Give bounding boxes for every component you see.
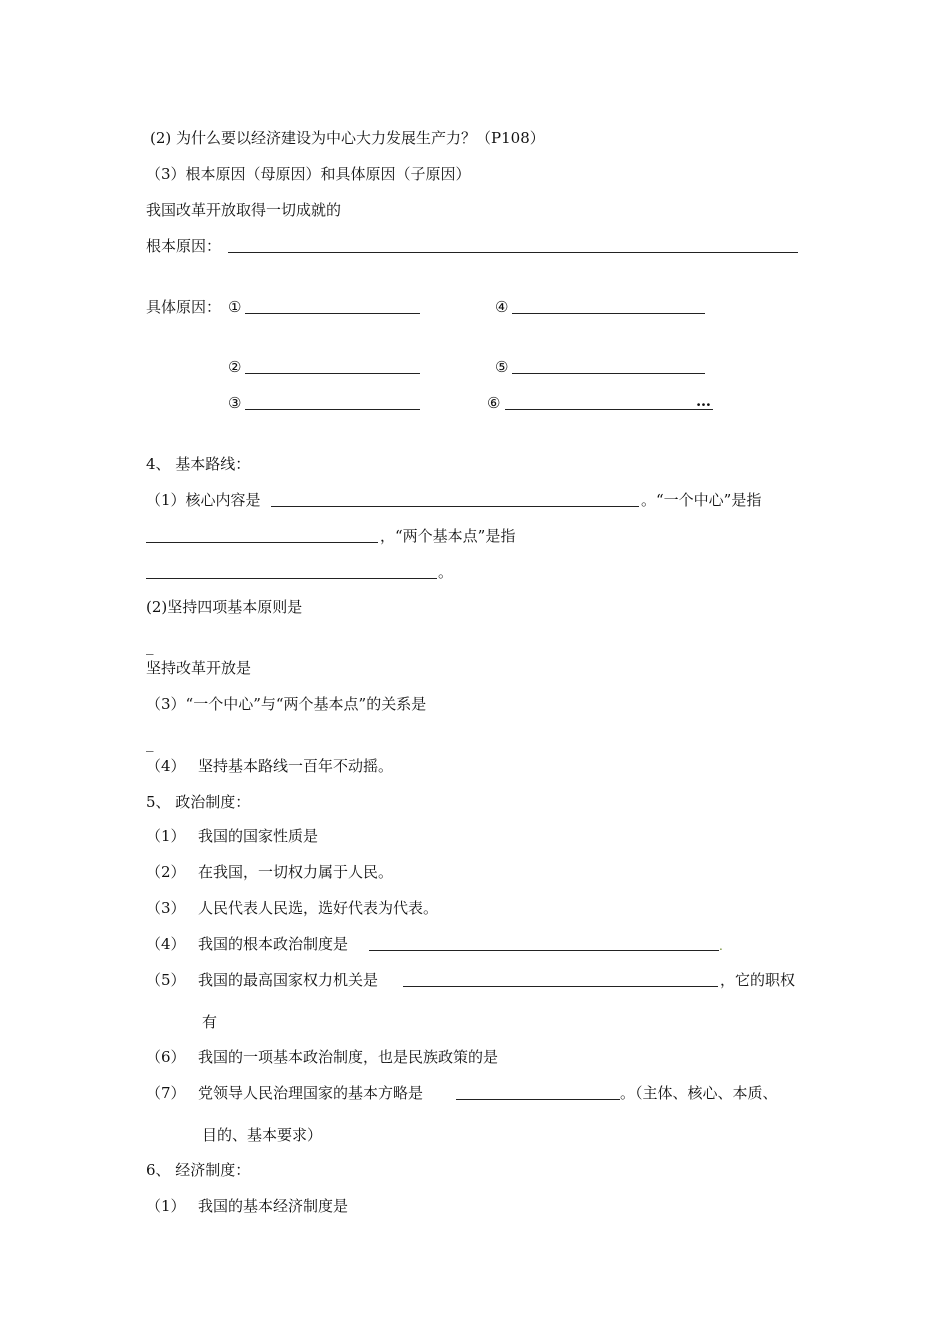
question-3-heading: （3）根本原因（母原因）和具体原因（子原因）: [146, 165, 471, 183]
s5-item-1-num: （1）: [146, 827, 186, 845]
s5-item-7-cont: 目的、基本要求）: [202, 1126, 323, 1144]
root-cause-blank: [228, 252, 798, 253]
s5-item-7: [146, 1083, 423, 1103]
cause-marker-2: ②: [228, 358, 242, 376]
s6-item-1-num: （1）: [146, 1197, 186, 1215]
s4-p4: [146, 756, 393, 776]
s5-item-5-blank: [403, 986, 718, 987]
cause-marker-3: ③: [228, 394, 242, 412]
s5-item-7-text: 党领导人民治理国家的基本方略是: [198, 1084, 424, 1102]
s4-p1-one-center: 。“一个中心”是指: [641, 491, 762, 509]
s5-item-2-text: 在我国，一切权力属于人民。: [198, 863, 394, 881]
s5-item-5-tail: ，它的职权: [720, 971, 796, 989]
cause-blank-4: [512, 313, 705, 314]
cause-marker-4: ④: [495, 298, 509, 316]
s4-p1-label: （1）核心内容是: [146, 491, 261, 509]
s6-item-1: [146, 1196, 348, 1216]
s4-p4-text: 坚持基本路线一百年不动摇。: [198, 757, 394, 775]
achievements-line: 我国改革开放取得一切成就的: [146, 201, 342, 219]
s5-item-4-num: （4）: [146, 935, 186, 953]
s4-dash-1: _: [146, 637, 154, 655]
cause-blank-1: [245, 313, 420, 314]
s6-item-1-text: 我国的基本经济制度是: [198, 1197, 349, 1215]
s5-item-3-num: （3）: [146, 899, 186, 917]
s5-item-4-end: .: [719, 939, 723, 953]
ellipsis-mark: …: [696, 392, 711, 410]
cause-blank-3: [245, 409, 420, 410]
section-4-heading: 4、 基本路线：: [146, 455, 251, 473]
s5-item-5-cont: 有: [202, 1013, 218, 1031]
s5-item-3-text: 人民代表人民选，选好代表为代表。: [198, 899, 439, 917]
s4-dash-2: _: [146, 734, 154, 752]
s4-p4-num: （4）: [146, 757, 186, 775]
s4-p1-two-points: ，“两个基本点”是指: [380, 527, 516, 545]
section-5-heading: 5、 政治制度：: [146, 793, 251, 811]
s5-item-6-num: （6）: [146, 1048, 186, 1066]
s5-item-2-num: （2）: [146, 863, 186, 881]
s5-item-3: [146, 898, 438, 918]
section-6-heading: 6、 经济制度：: [146, 1161, 251, 1179]
s5-item-2: [146, 862, 393, 882]
s5-item-6: [146, 1047, 498, 1067]
s4-p1-end: 。: [438, 563, 454, 581]
s5-item-1: [146, 826, 318, 846]
s5-item-6-text: 我国的一项基本政治制度，也是民族政策的是: [198, 1048, 499, 1066]
cause-marker-6: ⑥: [487, 394, 501, 412]
s5-item-4: [146, 934, 348, 954]
s4-two-points-blank: [146, 578, 437, 579]
cause-blank-2: [245, 373, 420, 374]
s5-item-4-text: 我国的根本政治制度是: [198, 935, 349, 953]
s4-p3: （3）“一个中心”与“两个基本点”的关系是: [146, 695, 427, 713]
root-cause-label: 根本原因：: [146, 237, 222, 255]
specific-cause-label: 具体原因：: [146, 298, 222, 316]
s5-item-5-num: （5）: [146, 971, 186, 989]
s4-p2b: 坚持改革开放是: [146, 659, 252, 677]
s5-item-7-blank: [456, 1099, 620, 1100]
s4-p2: (2)坚持四项基本原则是: [146, 598, 303, 616]
cause-blank-6: [505, 409, 713, 410]
s4-core-blank: [271, 506, 639, 507]
cause-marker-1: ①: [228, 298, 242, 316]
s5-item-7-tail: 。（主体、核心、本质、: [620, 1084, 778, 1102]
s5-item-5-text: 我国的最高国家权力机关是: [198, 971, 379, 989]
cause-blank-5: [512, 373, 705, 374]
s5-item-1-text: 我国的国家性质是: [198, 827, 319, 845]
s4-one-center-blank: [146, 542, 378, 543]
s5-item-7-num: （7）: [146, 1084, 186, 1102]
s5-item-5: [146, 970, 378, 990]
question-2-line: (2) 为什么要以经济建设为中心大力发展生产力？（P108）: [150, 129, 545, 147]
s5-item-4-blank: [369, 950, 719, 951]
cause-marker-5: ⑤: [495, 358, 509, 376]
